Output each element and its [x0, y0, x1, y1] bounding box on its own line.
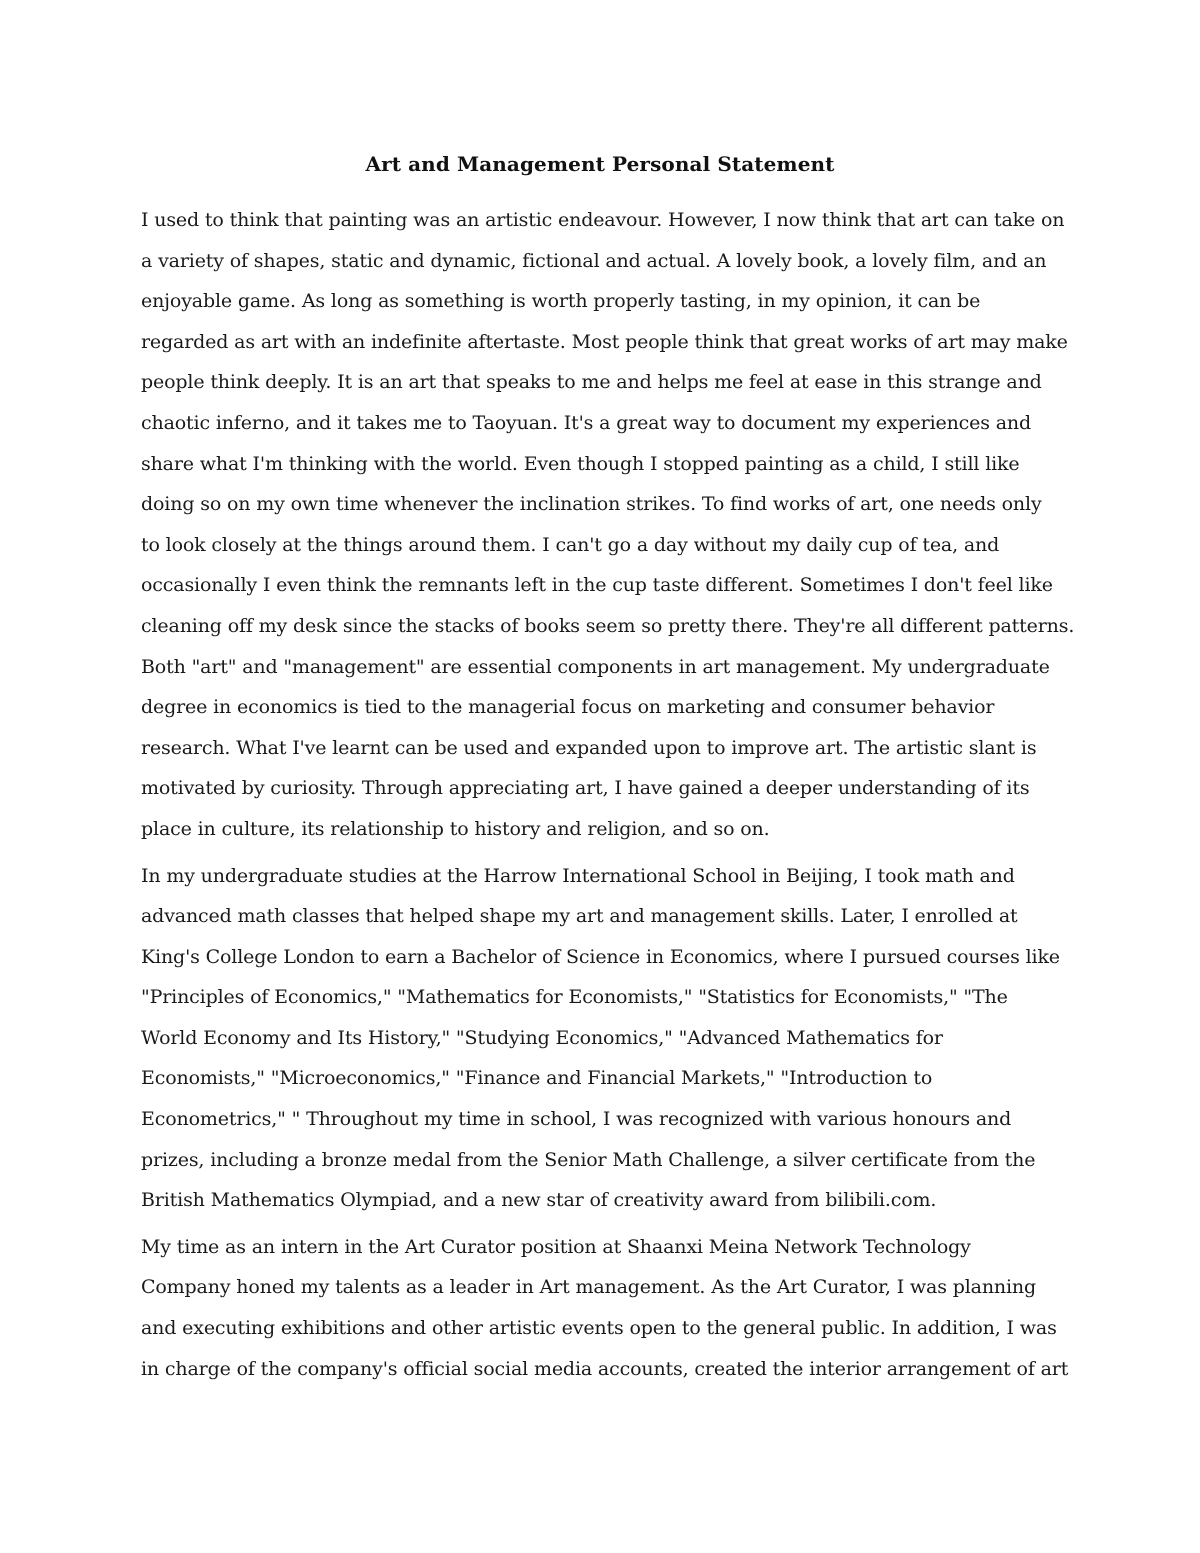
text-line: place in culture, its relationship to history and religion, and so on.: [141, 817, 770, 840]
text-line: World Economy and Its History," "Studying Economics," "Advanced Mathematics for: [141, 1026, 943, 1049]
text-line: people think deeply. It is an art that speaks to me and helps me feel at ease in this strange and: [141, 371, 1042, 394]
text-line: degree in economics is tied to the managerial focus on marketing and consumer behavior: [141, 696, 995, 719]
text-line: My time as an intern in the Art Curator position at Shaanxi Meina Network Technology: [141, 1235, 971, 1258]
text-line: Both "art" and "management" are essential components in art management. My undergraduate: [141, 655, 1050, 678]
text-line: Econometrics," " Throughout my time in school, I was recognized with various honours and: [141, 1108, 1012, 1131]
text-line: British Mathematics Olympiad, and a new star of creativity award from bilibili.com.: [141, 1189, 937, 1212]
text-line: In my undergraduate studies at the Harrow International School in Beijing, I took math and: [141, 864, 1015, 887]
text-line: share what I'm thinking with the world. Even though I stopped painting as a child, I still like: [141, 452, 1020, 475]
document-title: Art and Management Personal Statement: [365, 152, 835, 176]
text-line: occasionally I even think the remnants left in the cup taste different. Sometimes I don't feel like: [141, 574, 1053, 597]
text-line: motivated by curiosity. Through appreciating art, I have gained a deeper understanding of its: [141, 777, 1030, 800]
text-line: research. What I've learnt can be used and expanded upon to improve art. The artistic slant is: [141, 736, 1037, 759]
text-line: chaotic inferno, and it takes me to Taoyuan. It's a great way to document my experiences and: [141, 411, 1032, 434]
text-line: King's College London to earn a Bachelor of Science in Economics, where I pursued courses like: [141, 945, 1060, 968]
text-line: I used to think that painting was an artistic endeavour. However, I now think that art can take on: [141, 209, 1065, 231]
text-line: Company honed my talents as a leader in Art management. As the Art Curator, I was planning: [141, 1276, 1037, 1299]
text-line: cleaning off my desk since the stacks of books seem so pretty there. They're all different patterns.: [141, 614, 1075, 637]
text-line: "Principles of Economics," "Mathematics for Economists," "Statistics for Economists," "The: [141, 986, 1008, 1009]
text-line: a variety of shapes, static and dynamic, fictional and actual. A lovely book, a lovely film, and an: [141, 249, 1047, 272]
text-line: Economists," "Microeconomics," "Finance and Financial Markets," "Introduction to: [141, 1067, 933, 1090]
text-line: enjoyable game. As long as something is worth properly tasting, in my opinion, it can be: [141, 290, 981, 313]
text-line: in charge of the company's official social media accounts, created the interior arrangement of art: [141, 1357, 1069, 1380]
document-body: [141, 200, 1075, 1395]
text-line: to look closely at the things around them. I can't go a day without my daily cup of tea, and: [141, 533, 1000, 556]
text-line: doing so on my own time whenever the inclination strikes. To find works of art, one needs only: [141, 493, 1042, 516]
paragraph-1: [141, 200, 1075, 850]
text-line: prizes, including a bronze medal from the Senior Math Challenge, a silver certificate from the: [141, 1148, 1036, 1171]
paragraph-2: [141, 856, 1061, 1221]
text-line: regarded as art with an indefinite aftertaste. Most people think that great works of art may make: [141, 330, 1068, 353]
text-line: advanced math classes that helped shape my art and management skills. Later, I enrolled at: [141, 905, 1018, 928]
paragraph-3: [141, 1227, 1069, 1389]
text-line: and executing exhibitions and other artistic events open to the general public. In addition, I was: [141, 1317, 1057, 1340]
